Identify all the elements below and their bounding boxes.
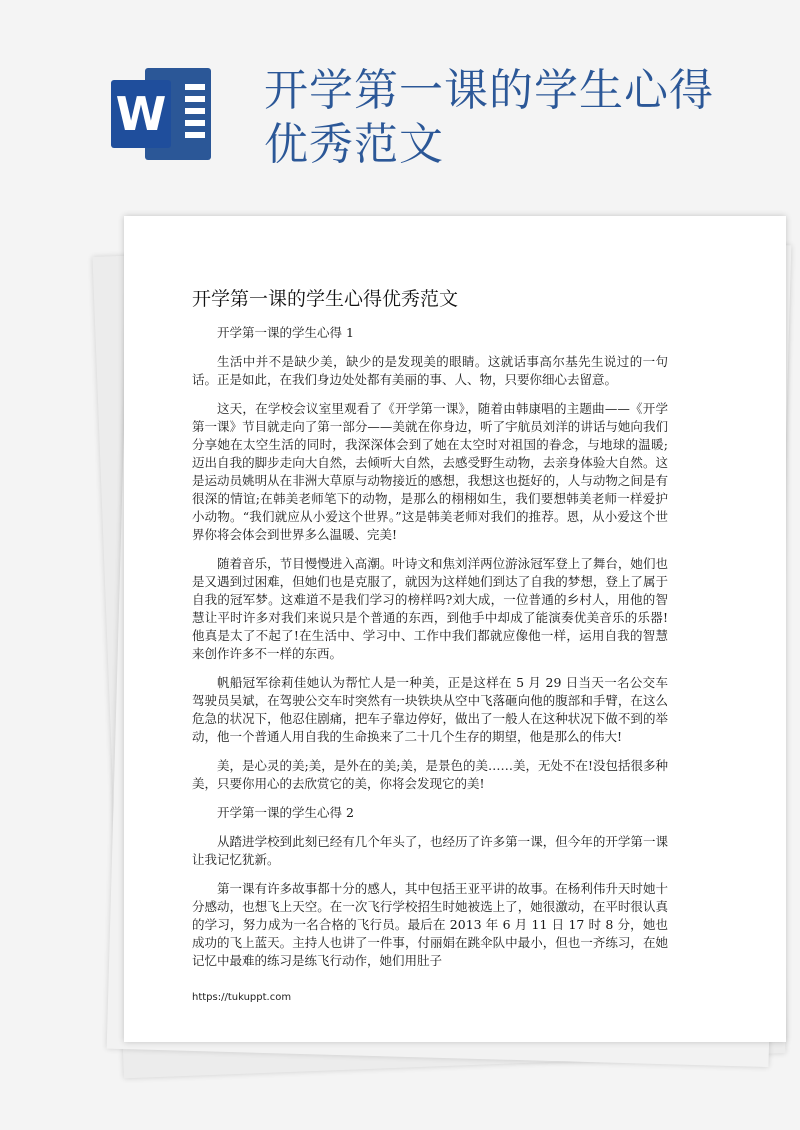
document-body [192, 324, 668, 981]
page-title: 开学第一课的学生心得优秀范文 [264, 65, 714, 170]
paragraph: 帆船冠军徐莉佳她认为帮忙人是一种美，正是这样在 5 月 29 日当天一名公交车驾驶员吴斌，在驾驶公交车时突然有一块铁块从空中飞落砸向他的腹部和手臂，在这么危急的状况下，他忍住剧痛，把车子靠边停好，做出了一般人在这种状况下做不到的举动，他一个普通人用自我的生命换来了二十几个生存的期望，他是那么的伟大! [192, 675, 668, 744]
paragraph: 从踏进学校到此刻已经有几个年头了，也经历了许多第一课，但今年的开学第一课让我记忆犹新。 [192, 834, 668, 867]
paragraph: 第一课有许多故事都十分的感人，其中包括王亚平讲的故事。在杨利伟升天时她十分感动，也想飞上天空。在一次飞行学校招生时她被选上了，她很激动，在平时很认真的学习，努力成为一名合格的飞行员。最后在 2013 年 6 月 11 日 17 时 8 分，她也成功的飞上蓝天。主持人也讲了一件事，付丽娟在跳伞队中最小，但也一齐练习，在她记忆中最难的练习是练飞行动作，她们用肚子 [192, 881, 668, 968]
page-header [0, 0, 800, 200]
paragraph: 随着音乐，节目慢慢进入高潮。叶诗文和焦刘洋两位游泳冠军登上了舞台，她们也是又遇到过困难，但她们也是克服了，就因为这样她们到达了自我的梦想，登上了属于自我的冠军梦。这难道不是我们学习的榜样吗?刘大成，一位普通的乡村人，用他的智慧让平时许多对我们来说只是个普通的东西，到他手中却成了能演奏优美音乐的乐器!他真是太了不起了!在生活中、学习中、工作中我们都就应像他一样，运用自我的智慧来创作许多不一样的东西。 [192, 556, 668, 661]
document-title: 开学第一课的学生心得优秀范文 [192, 288, 459, 310]
word-document-icon [111, 68, 211, 160]
paragraph: 这天，在学校会议室里观看了《开学第一课》，随着由韩康唱的主题曲——《开学第一课》节目就走向了第一部分——美就在你身边，听了宇航员刘洋的讲话与她向我们分享她在太空生活的同时，我深深体会到了她在太空时对祖国的眷念，与地球的温暖;迈出自我的脚步走向大自然，去倾听大自然，去感受野生动物，去亲身体验大自然。这是运动员姚明从在非洲大草原与动物接近的感想，我想这也挺好的，人与动物之间是有很深的情谊;在韩美老师笔下的动物，是那么的栩栩如生，我们要想韩美老师一样爱护小动物。“我们就应从小爱这个世界。”这是韩美老师对我们的推荐。恩，从小爱这个世界你将会体会到世界多么温暖、完美! [192, 401, 668, 542]
paragraph: 美，是心灵的美;美，是外在的美;美，是景色的美……美，无处不在!没包括很多种美，只要你用心的去欣赏它的美，你将会发现它的美! [192, 758, 668, 791]
section-heading: 开学第一课的学生心得 2 [217, 805, 354, 820]
paragraph: 生活中并不是缺少美，缺少的是发现美的眼睛。这就话事高尔基先生说过的一句话。正是如此，在我们身边处处都有美丽的事、人、物，只要你细心去留意。 [192, 354, 668, 387]
document-page [124, 216, 786, 1042]
section-heading: 开学第一课的学生心得 1 [217, 325, 354, 340]
word-badge: W [111, 80, 171, 148]
footer-url: https://tukuppt.com [192, 992, 292, 1003]
